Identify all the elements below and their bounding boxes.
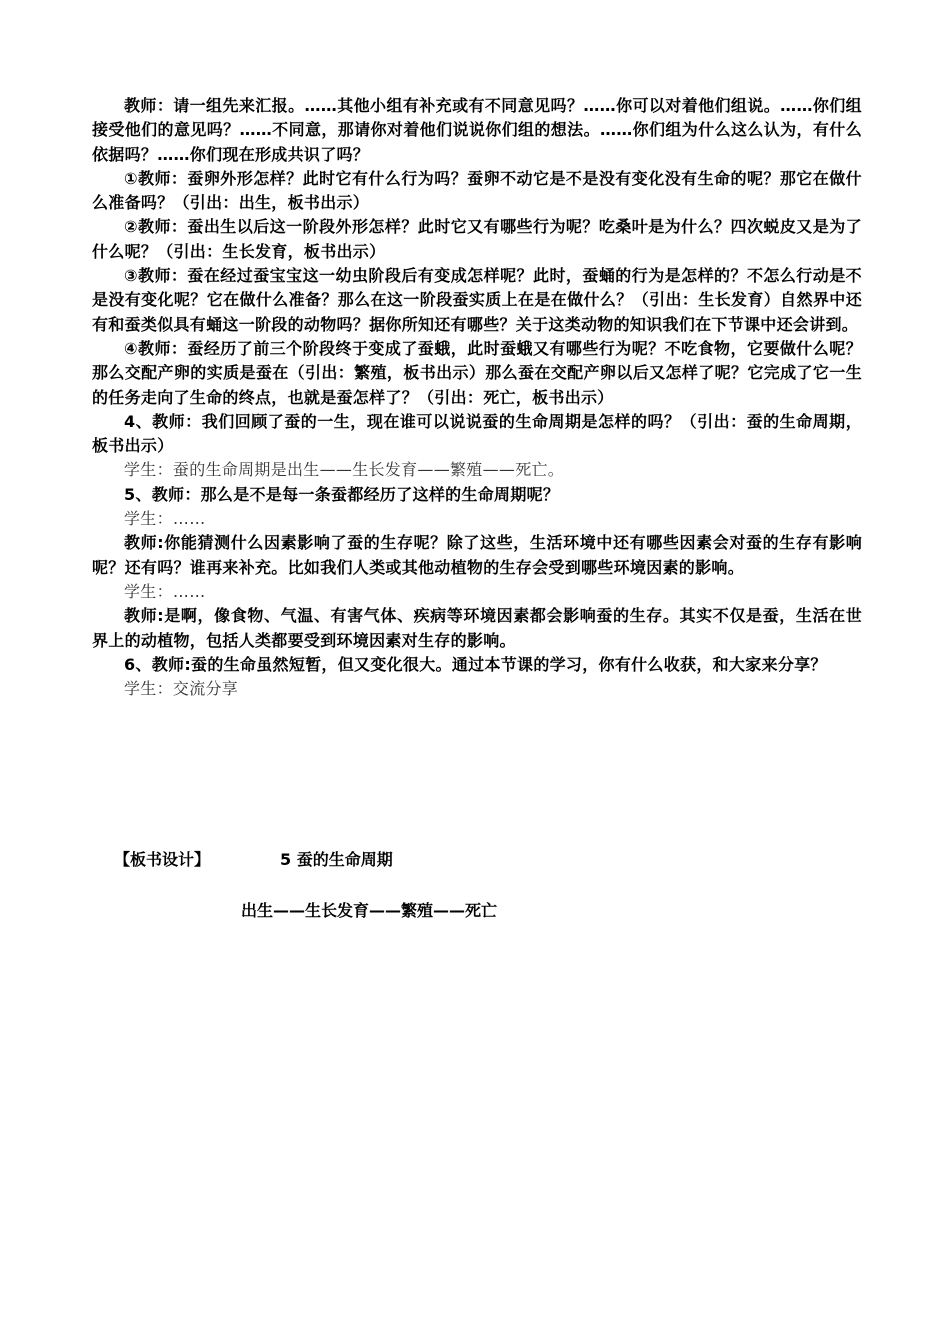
paragraph: 教师:你能猜测什么因素影响了蚕的生存呢？除了这些，生活环境中还有哪些因素会对蚕的生存有影响呢？还有吗？谁再来补充。比如我们人类或其他动植物的生存会受到哪些环境因素的影响。 — [92, 533, 862, 577]
board-design-flow: 出生——生长发育——繁殖——死亡 — [241, 901, 498, 920]
lesson-body — [92, 94, 862, 701]
student-answer: 学生：蚕的生命周期是出生——生长发育——繁殖——死亡。 — [124, 460, 565, 480]
board-design-heading — [114, 848, 393, 872]
paragraph: ③教师：蚕在经过蚕宝宝这一幼虫阶段后有变成怎样呢？此时，蚕蛹的行为是怎样的？不怎么行动是不是没有变化呢？它在做什么准备？那么在这一阶段蚕实质上在是在做什么？（引出：生长发育）自然界中还有和蚕类似具有蛹这一阶段的动物吗？据你所知还有哪些？关于这类动物的知识我们在下节课中还会讲到。 — [92, 266, 862, 334]
paragraph: 教师:是啊，像食物、气温、有害气体、疾病等环境因素都会影响蚕的生存。其实不仅是蚕，生活在世界上的动植物，包括人类都要受到环境因素对生存的影响。 — [92, 606, 862, 650]
paragraph: ②教师：蚕出生以后这一阶段外形怎样？此时它又有哪些行为呢？吃桑叶是为什么？四次蜕皮又是为了什么呢？（引出：生长发育，板书出示） — [92, 217, 862, 261]
student-answer: 学生：交流分享 — [124, 679, 239, 699]
paragraph: 5、教师：那么是不是每一条蚕都经历了这样的生命周期呢？ — [124, 484, 560, 504]
student-answer: 学生：…… — [124, 581, 206, 601]
paragraph: 6、教师:蚕的生命虽然短暂，但又变化很大。通过本节课的学习，你有什么收获，和大家来分享？ — [124, 654, 827, 674]
paragraph: 4、教师：我们回顾了蚕的一生，现在谁可以说说蚕的生命周期是怎样的吗？（引出：蚕的生命周期，板书出示） — [92, 411, 862, 456]
board-design-title: 5 蚕的生命周期 — [280, 850, 393, 869]
paragraph: 教师：请一组先来汇报。……其他小组有补充或有不同意见吗？……你可以对着他们组说。……你们组接受他们的意见吗？……不同意，那请你对着他们说说你们组的想法。……你们组为什么这么认为，有什么依据吗？……你们现在形成共识了吗？ — [92, 96, 862, 164]
paragraph: ④教师：蚕经历了前三个阶段终于变成了蚕蛾，此时蚕蛾又有哪些行为呢？不吃食物，它要做什么呢？那么交配产卵的实质是蚕在（引出：繁殖，板书出示）那么蚕在交配产卵以后又怎样了呢？它完成了它一生的任务走向了生命的终点，也就是蚕怎样了？（引出：死亡，板书出示） — [92, 338, 862, 407]
board-design-label: 【板书设计】 — [114, 850, 211, 869]
paragraph: ①教师：蚕卵外形怎样？此时它有什么行为吗？蚕卵不动它是不是没有变化没有生命的呢？那它在做什么准备吗？（引出：出生，板书出示） — [92, 168, 862, 213]
student-answer: 学生：…… — [124, 509, 206, 529]
